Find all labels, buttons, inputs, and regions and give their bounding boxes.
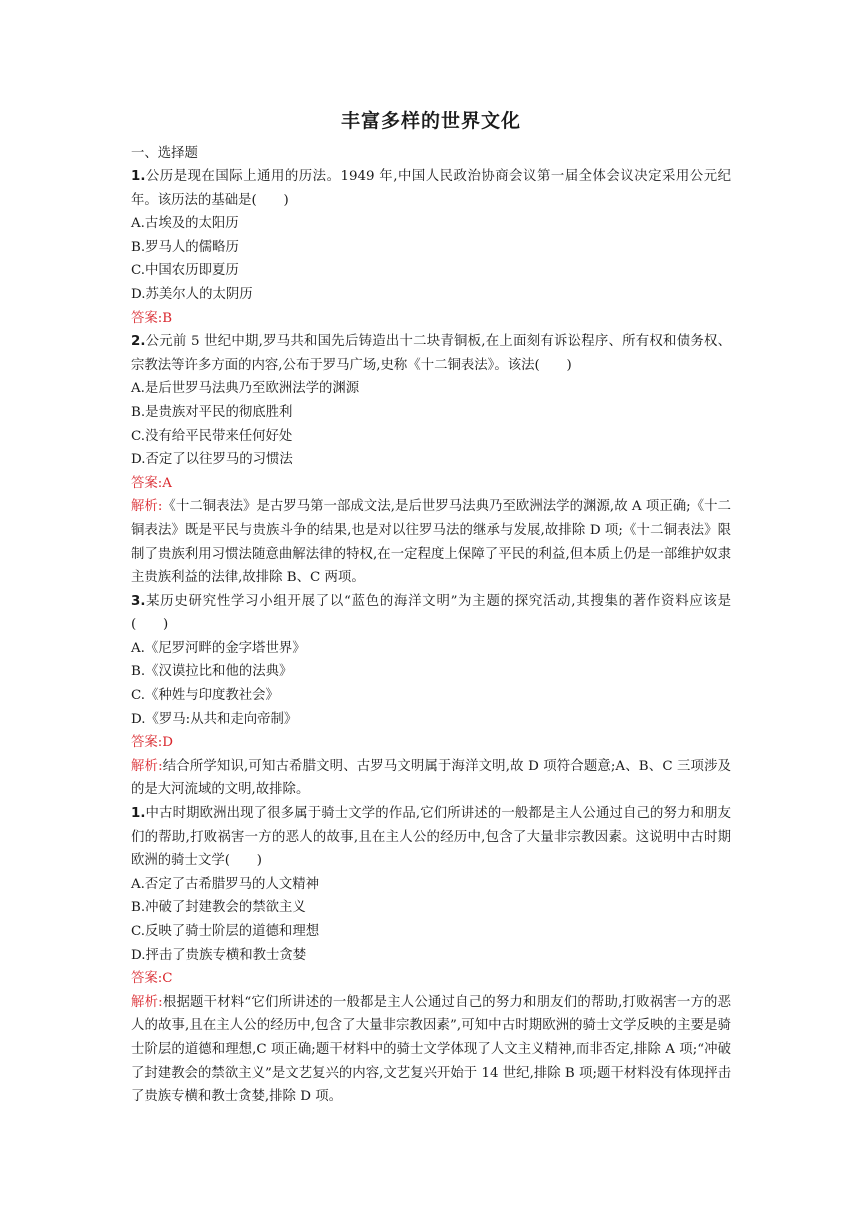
option-c: C.《种姓与印度教社会》 xyxy=(131,688,279,704)
option-a: A.否定了古希腊罗马的人文精神 xyxy=(131,876,320,892)
explanation: 解析:《十二铜表法》是古罗马第一部成文法,是后世罗马法典乃至欧洲法学的渊源,故 A 项正确;《十二铜表法》既是平民与贵族斗争的结果,也是对以往罗马法的继承与发展,故排除 D 项;《十二铜表法》限制了贵族利用习惯法随意曲解法律的特权,在一定程度上保障了平民的利益,但本质上仍是一部维护奴隶主贵族利益的法律,故排除 B、C 两项。 xyxy=(131,499,731,586)
question-block xyxy=(131,330,731,590)
question-block xyxy=(131,590,731,802)
question-stem: 3.某历史研究性学习小组开展了以“蓝色的海洋文明”为主题的探究活动,其搜集的著作资料应该是( ) xyxy=(131,593,731,633)
question-stem: 2.公元前 5 世纪中期,罗马共和国先后铸造出十二块青铜板,在上面刻有诉讼程序、所有权和债务权、宗教法等许多方面的内容,公布于罗马广场,史称《十二铜表法》。该法( ) xyxy=(131,334,731,373)
question-stem: 1.公历是现在国际上通用的历法。1949 年,中国人民政治协商会议第一届全体会议决定采用公元纪年。该历法的基础是( ) xyxy=(131,169,731,208)
option-c: C.中国农历即夏历 xyxy=(131,263,239,279)
question-number: 1. xyxy=(131,169,146,184)
explanation: 解析:根据题干材料“它们所讲述的一般都是主人公通过自己的努力和朋友们的帮助,打败祸害一方的恶人的故事,且在主人公的经历中,包含了大量非宗教因素”,可知中古时期欧洲的骑士文学反映的主要是骑士阶层的道德和理想,C 项正确;题干材料中的骑士文学体现了人文主义精神,而非否定,排除 A 项;“冲破了封建教会的禁欲主义”是文艺复兴的内容,文艺复兴开始于 14 世纪,排除 B 项;题干材料没有体现抨击了贵族专横和教士贪婪,排除 D 项。 xyxy=(131,994,731,1105)
answer-line: 答案:A xyxy=(131,475,172,491)
option-d: D.否定了以往罗马的习惯法 xyxy=(131,452,293,468)
document-page xyxy=(131,100,731,1109)
option-c: C.没有给平民带来任何好处 xyxy=(131,428,293,444)
option-d: D.《罗马:从共和走向帝制》 xyxy=(131,711,298,727)
question-stem: 1.中古时期欧洲出现了很多属于骑士文学的作品,它们所讲述的一般都是主人公通过自己的努力和朋友们的帮助,打败祸害一方的恶人的故事,且在主人公的经历中,包含了大量非宗教因素。这说明中古时期欧洲的骑士文学( ) xyxy=(131,806,731,869)
question-number: 3. xyxy=(131,593,146,609)
question-number: 1. xyxy=(131,806,146,822)
option-a: A.古埃及的太阳历 xyxy=(131,216,239,232)
question-block xyxy=(131,802,731,1109)
option-b: B.《汉谟拉比和他的法典》 xyxy=(131,664,293,680)
option-d: D.抨击了贵族专横和教士贪婪 xyxy=(131,947,307,963)
option-b: B.冲破了封建教会的禁欲主义 xyxy=(131,900,306,916)
question-block xyxy=(131,165,731,330)
answer-line: 答案:C xyxy=(131,971,173,987)
option-a: A.《尼罗河畔的金字塔世界》 xyxy=(131,640,306,656)
document-title: 丰富多样的世界文化 xyxy=(340,110,521,132)
section-heading: 一、选择题 xyxy=(131,146,198,161)
option-a: A.是后世罗马法典乃至欧洲法学的渊源 xyxy=(131,381,360,397)
option-b: B.罗马人的儒略历 xyxy=(131,239,239,255)
option-b: B.是贵族对平民的彻底胜利 xyxy=(131,404,293,420)
option-c: C.反映了骑士阶层的道德和理想 xyxy=(131,924,320,939)
answer-line: 答案:D xyxy=(131,735,174,751)
option-d: D.苏美尔人的太阴历 xyxy=(131,286,253,302)
explanation: 解析:结合所学知识,可知古希腊文明、古罗马文明属于海洋文明,故 D 项符合题意;A、B、C 三项涉及的是大河流域的文明,故排除。 xyxy=(131,758,731,798)
question-number: 2. xyxy=(131,334,146,350)
answer-line: 答案:B xyxy=(131,310,173,326)
